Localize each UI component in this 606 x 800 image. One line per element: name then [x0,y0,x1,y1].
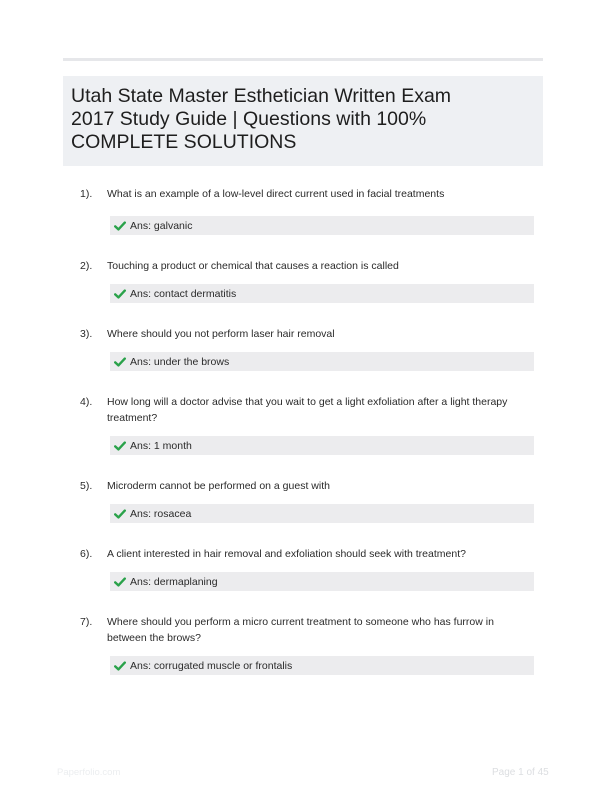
answer-box [110,216,534,235]
question-number: 4). [80,396,93,408]
answer-text: Ans: galvanic [130,219,193,232]
question-number: 6). [80,548,93,560]
check-icon [114,576,126,588]
header-divider [63,58,543,61]
answer-box [110,572,534,591]
check-icon [114,288,126,300]
page-indicator: Page 1 of 45 [492,767,549,778]
check-icon [114,660,126,672]
answer-text: Ans: corrugated muscle or frontalis [130,659,293,672]
answer-box [110,352,534,371]
question-number: 3). [80,328,93,340]
answer-text: Ans: dermaplaning [130,575,218,588]
answer-text: Ans: contact dermatitis [130,287,237,300]
answer-box [110,656,534,675]
question-text: A client interested in hair removal and exfoliation should seek with treatment? [107,548,466,560]
answer-text: Ans: under the brows [130,355,230,368]
check-icon [114,356,126,368]
question-text: Touching a product or chemical that causes a reaction is called [107,260,399,272]
question-number: 1). [80,188,93,200]
check-icon [114,220,126,232]
title-banner [63,76,543,166]
answer-box [110,436,534,455]
question-text: Where should you perform a micro current treatment to someone who has furrow in between the brows? [107,616,494,644]
answer-text: Ans: rosacea [130,507,192,520]
question-text: What is an example of a low-level direct current used in facial treatments [107,188,445,200]
check-icon [114,440,126,452]
question-number: 2). [80,260,93,272]
question-text: How long will a doctor advise that you wait to get a light exfoliation after a light therapy treatment? [107,396,508,424]
question-text: Where should you not perform laser hair removal [107,328,335,340]
answer-text: Ans: 1 month [130,439,192,452]
question-text: Microderm cannot be performed on a guest with [107,480,330,492]
document-title: Utah State Master Esthetician Written Exam 2017 Study Guide | Questions with 100% COMPLETE SOLUTIONS [71,85,452,153]
footer-watermark: Paperfolio.com [57,767,121,778]
question-number: 7). [80,616,93,628]
answer-box [110,284,534,303]
check-icon [114,508,126,520]
answer-box [110,504,534,523]
question-number: 5). [80,480,93,492]
